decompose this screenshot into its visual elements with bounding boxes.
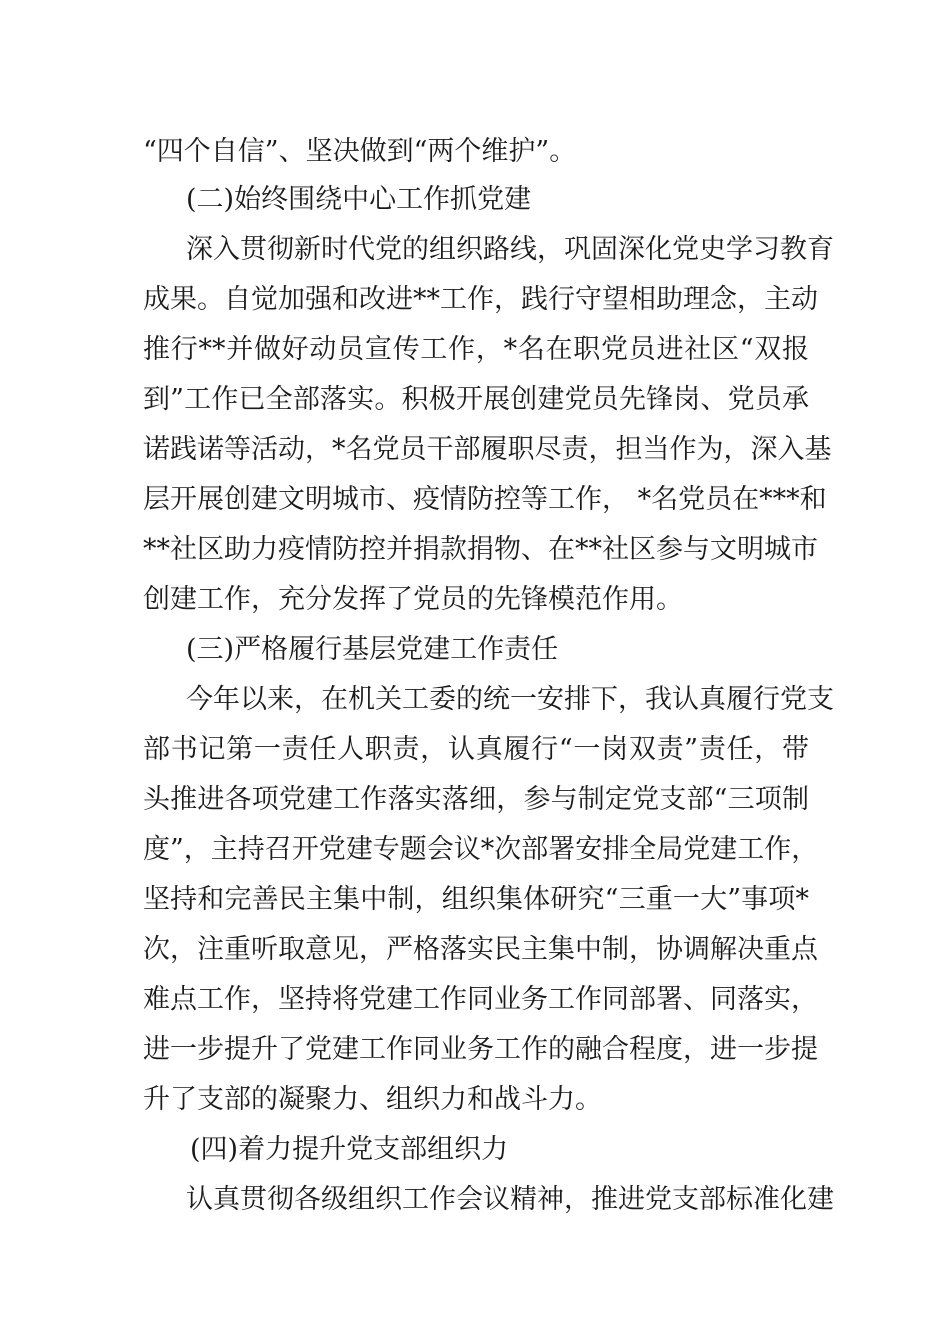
paragraph-line: 今年以来，在机关工委的统一安排下，我认真履行党支 — [186, 684, 834, 715]
paragraph-line: 深入贯彻新时代党的组织路线，巩固深化党史学习教育 — [186, 234, 834, 265]
paragraph-line: **社区助力疫情防控并捐款捐物、在**社区参与文明城市 — [143, 534, 818, 565]
paragraph-line: 难点工作，坚持将党建工作同业务工作同部署、同落实， — [143, 984, 818, 1015]
paragraph-line: 推行**并做好动员宣传工作，*名在职党员进社区“双报 — [143, 334, 809, 365]
paragraph-line: 认真贯彻各级组织工作会议精神，推进党支部标准化建 — [186, 1184, 834, 1215]
paragraph-line: 头推进各项党建工作落实落细，参与制定党支部“三项制 — [143, 784, 809, 815]
section-heading-4: (四)着力提升党支部组织力 — [190, 1134, 509, 1165]
paragraph-line: “四个自信”、坚决做到“两个维护”。 — [143, 136, 577, 167]
paragraph-line: 到”工作已全部落实。积极开展创建党员先锋岗、党员承 — [143, 384, 809, 415]
section-heading-2: (二)始终围绕中心工作抓党建 — [186, 184, 532, 215]
paragraph-line: 诺践诺等活动，*名党员干部履职尽责，担当作为，深入基 — [143, 434, 832, 465]
paragraph-line: 成果。自觉加强和改进**工作，践行守望相助理念，主动 — [143, 284, 818, 315]
paragraph-line: 度”，主持召开党建专题会议*次部署安排全局党建工作， — [143, 834, 819, 865]
paragraph-line: 坚持和完善民主集中制，组织集体研究“三重一大”事项* — [143, 884, 809, 915]
paragraph-line: 进一步提升了党建工作同业务工作的融合程度，进一步提 — [143, 1034, 818, 1065]
paragraph-line: 部书记第一责任人职责，认真履行“一岗双责”责任，带 — [143, 734, 809, 765]
section-heading-3: (三)严格履行基层党建工作责任 — [186, 634, 559, 665]
paragraph-line: 次，注重听取意见，严格落实民主集中制，协调解决重点 — [143, 934, 818, 965]
paragraph-line: 创建工作，充分发挥了党员的先锋模范作用。 — [143, 584, 683, 615]
paragraph-line: 升了支部的凝聚力、组织力和战斗力。 — [143, 1084, 602, 1115]
paragraph-line: 层开展创建文明城市、疫情防控等工作， *名党员在***和 — [143, 484, 827, 515]
